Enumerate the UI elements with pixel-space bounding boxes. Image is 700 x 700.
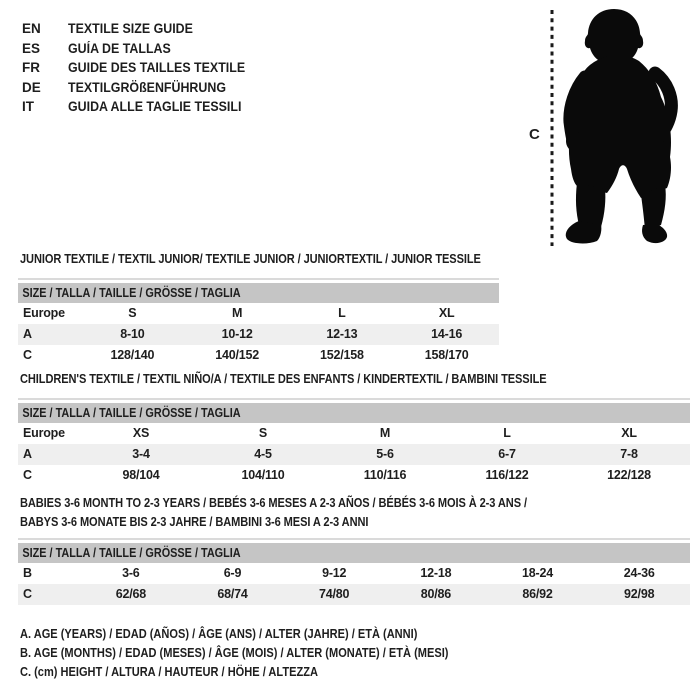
children-table-rows [18, 423, 690, 486]
size-cell: M [379, 426, 391, 440]
language-code: EN [22, 21, 41, 36]
size-cell: 3-4 [132, 447, 150, 461]
height-marker-label: C [529, 126, 540, 143]
size-cell: 80/86 [420, 587, 451, 601]
table-row [18, 465, 690, 486]
table-topline [18, 398, 690, 400]
section-title-junior: JUNIOR TEXTILE / TEXTIL JUNIOR/ TEXTILE JUNIOR / JUNIORTEXTIL / JUNIOR TESSILE [20, 251, 481, 266]
size-cell: 6-7 [498, 447, 516, 461]
size-cell: XS [132, 426, 150, 440]
toddler-silhouette-shape [566, 9, 672, 243]
footnote-b: B. AGE (MONTHS) / EDAD (MESES) / ÂGE (MOIS) / ALTER (MONATE) / ETÀ (MESI) [20, 645, 449, 660]
language-code: FR [22, 60, 40, 75]
language-title-list [22, 19, 261, 117]
size-cell: 98/104 [122, 468, 160, 482]
size-cell: 3-6 [122, 566, 140, 580]
row-label: Europe [23, 306, 65, 320]
size-cell: 24-36 [623, 566, 655, 580]
size-cell: 110/116 [363, 468, 407, 482]
size-cell: 12-13 [326, 327, 358, 341]
babies-table-rows [18, 563, 690, 605]
row-label: A [23, 327, 32, 341]
toddler-silhouette [561, 7, 697, 247]
size-cell: 9-12 [322, 566, 347, 580]
children-size-table [18, 398, 690, 486]
size-cell: 116/122 [485, 468, 529, 482]
size-cell: 18-24 [522, 566, 554, 580]
size-header-label: SIZE / TALLA / TAILLE / GRÖSSE / TAGLIA [22, 546, 241, 560]
size-cell: 62/68 [115, 587, 146, 601]
size-cell: 7-8 [620, 447, 638, 461]
size-cell: 5-6 [376, 447, 394, 461]
size-header-label: SIZE / TALLA / TAILLE / GRÖSSE / TAGLIA [22, 406, 241, 420]
row-label: A [23, 447, 32, 461]
size-cell: 140/152 [215, 348, 260, 362]
table-topline [18, 538, 690, 540]
language-label: TEXTILGRÖßENFÜHRUNG [68, 79, 227, 95]
size-cell: 104/110 [241, 468, 285, 482]
section-title-children: CHILDREN'S TEXTILE / TEXTIL NIÑO/A / TEXTILE DES ENFANTS / KINDERTEXTIL / BAMBINI TESSILE [20, 371, 547, 386]
row-label: Europe [23, 426, 65, 440]
height-measure-dashed-line [548, 8, 556, 248]
language-label: GUÍA DE TALLAS [68, 40, 171, 56]
size-header-bar [18, 283, 499, 303]
table-row [18, 563, 690, 584]
table-row [18, 324, 499, 345]
size-header-bar [18, 543, 690, 563]
footnote-c: C. (cm) HEIGHT / ALTURA / HAUTEUR / HÖHE / ALTEZZA [20, 664, 318, 679]
row-label: C [23, 348, 32, 362]
language-label: GUIDE DES TAILLES TEXTILE [68, 60, 246, 75]
language-row [22, 78, 261, 98]
size-cell: 152/158 [319, 348, 364, 362]
junior-size-table [18, 278, 499, 366]
size-cell: 86/92 [522, 587, 553, 601]
size-cell: 10-12 [221, 327, 253, 341]
size-cell: S [128, 306, 137, 320]
babies-size-table [18, 538, 690, 605]
size-cell: 14-16 [431, 327, 463, 341]
footnote-a: A. AGE (YEARS) / EDAD (AÑOS) / ÂGE (ANS) / ALTER (JAHRE) / ETÀ (ANNI) [20, 626, 418, 641]
language-code: IT [22, 99, 34, 114]
size-header-bar [18, 403, 690, 423]
table-row [18, 423, 690, 444]
row-label: C [23, 587, 32, 601]
language-label: TEXTILE SIZE GUIDE [68, 21, 193, 36]
row-label: C [23, 468, 32, 482]
language-row [22, 58, 261, 78]
size-cell: S [258, 426, 268, 440]
size-cell: 92/98 [624, 587, 655, 601]
language-code: ES [22, 40, 41, 56]
size-cell: XL [621, 426, 637, 440]
row-label: B [23, 566, 32, 580]
table-row [18, 345, 499, 366]
footnotes [20, 624, 524, 681]
language-code: DE [22, 79, 41, 95]
table-topline [18, 278, 499, 280]
section-title-babies-line2: BABYS 3-6 MONATE BIS 2-3 JAHRE / BAMBINI 3-6 MESI A 2-3 ANNI [20, 514, 369, 529]
size-header-label: SIZE / TALLA / TAILLE / GRÖSSE / TAGLIA [22, 286, 241, 300]
table-row [18, 444, 690, 465]
table-row [18, 584, 690, 605]
size-cell: L [503, 426, 511, 440]
size-cell: 74/80 [319, 587, 350, 601]
language-label: GUIDA ALLE TAGLIE TESSILI [68, 99, 242, 114]
size-cell: 6-9 [223, 566, 242, 580]
size-cell: 68/74 [217, 587, 248, 601]
size-cell: 122/128 [607, 468, 651, 482]
size-cell: 12-18 [420, 566, 452, 580]
size-cell: M [232, 306, 243, 320]
language-row [22, 97, 261, 117]
junior-table-rows [18, 303, 499, 366]
size-cell: 158/170 [424, 348, 469, 362]
size-cell: 4-5 [254, 447, 272, 461]
size-cell: XL [438, 306, 455, 320]
table-row [18, 303, 499, 324]
language-row [22, 19, 261, 39]
size-cell: 128/140 [110, 348, 155, 362]
section-title-babies-line1: BABIES 3-6 MONTH TO 2-3 YEARS / BEBÉS 3-6 MESES A 2-3 AÑOS / BÉBÉS 3-6 MOIS À 2-3 ANS / [20, 495, 527, 510]
language-row [22, 39, 261, 59]
size-cell: L [338, 306, 346, 320]
size-cell: 8-10 [120, 327, 145, 341]
